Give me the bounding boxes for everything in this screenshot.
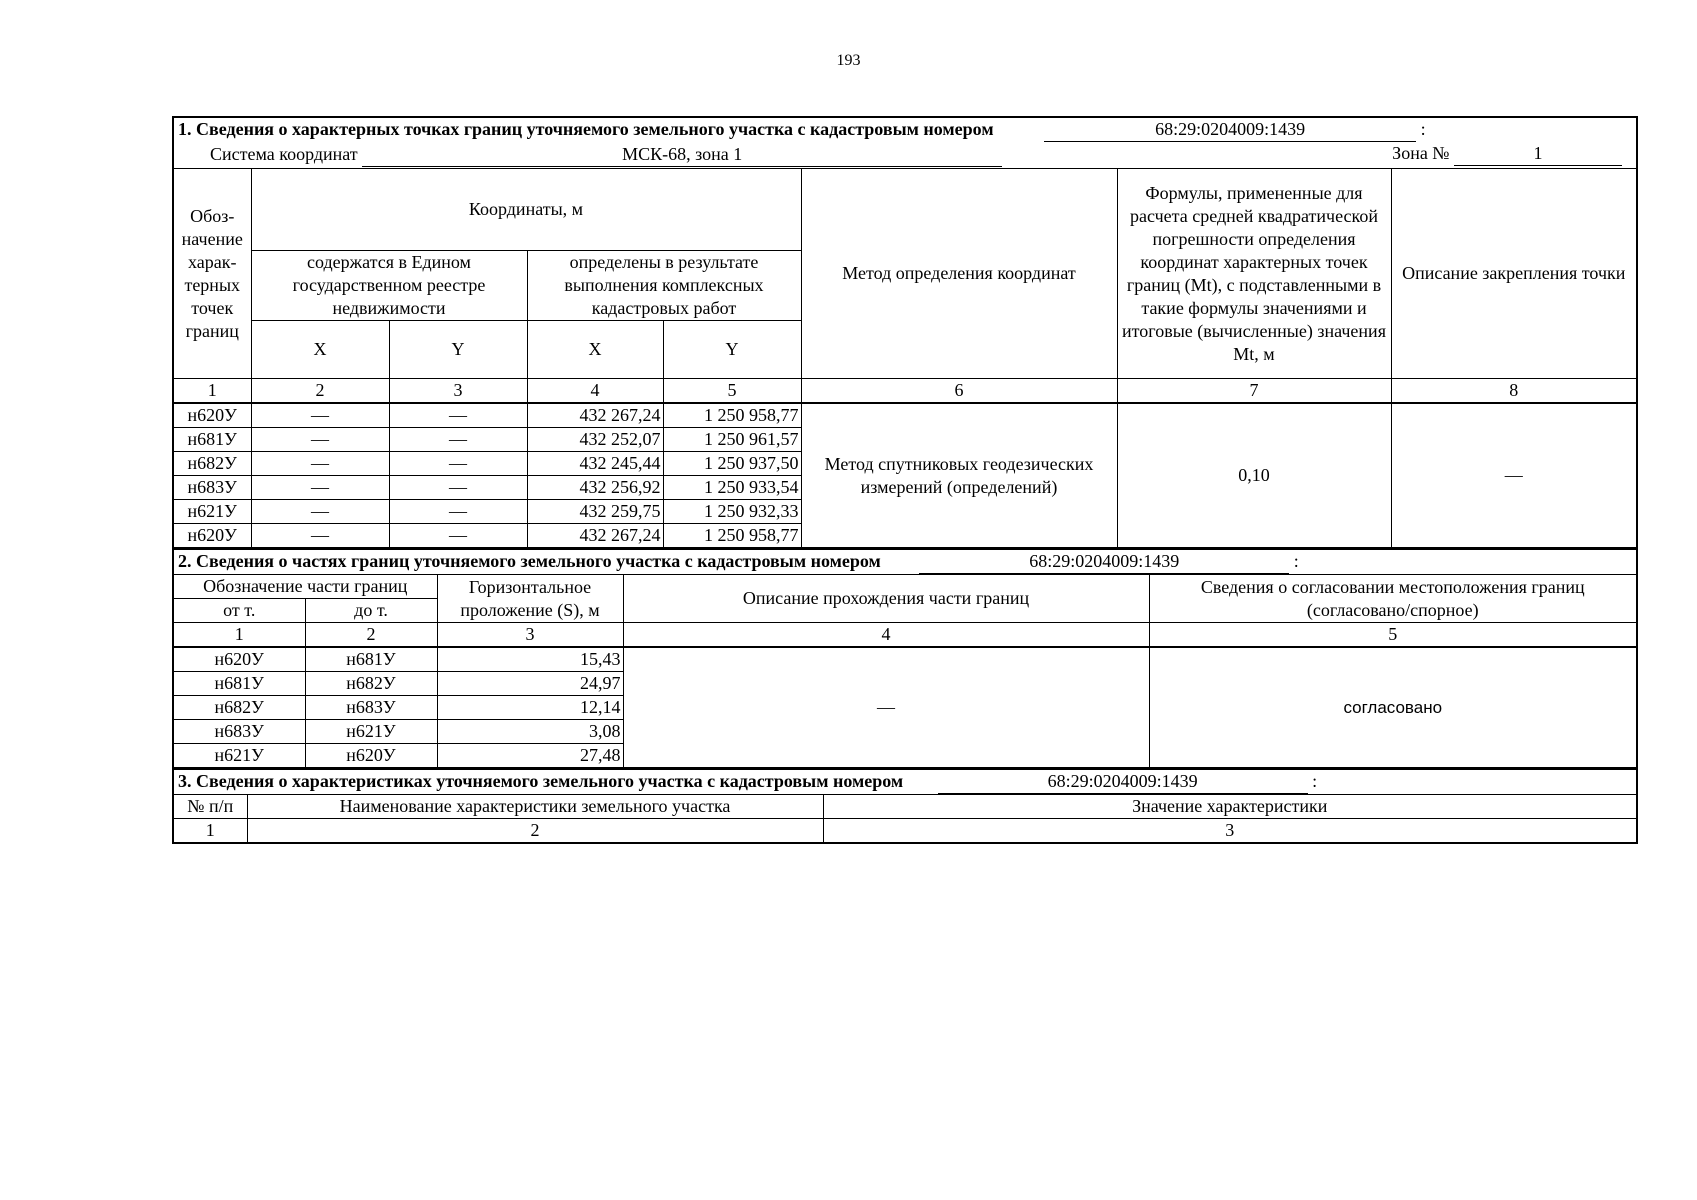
header-method: Метод определения координат bbox=[801, 169, 1117, 379]
section1-cadastral-number: 68:29:0204009:1439 bbox=[1044, 118, 1416, 142]
to-point: н621У bbox=[305, 720, 437, 744]
y-egrn: — bbox=[389, 403, 527, 428]
point-name: н681У bbox=[173, 428, 251, 452]
from-point: н621У bbox=[173, 744, 305, 769]
x-egrn: — bbox=[251, 476, 389, 500]
header-name: Наименование характеристики земельного участка bbox=[247, 795, 823, 819]
y-egrn: — bbox=[389, 452, 527, 476]
header-y: Y bbox=[663, 321, 801, 379]
point-name: н682У bbox=[173, 452, 251, 476]
section3-title-row bbox=[173, 770, 1637, 795]
section2-cadastral-number: 68:29:0204009:1439 bbox=[919, 550, 1289, 574]
header-designation bbox=[173, 169, 251, 379]
x-value: 432 267,24 bbox=[527, 403, 663, 428]
header-formulas: Формулы, примененные для расчета средней квадратической погрешности определения координат характерных точек границ (Mt), с подставленными в такие формулы значениями и итоговые (вычисленные) значения Mt, м bbox=[1117, 169, 1391, 379]
header-value: Значение характеристики bbox=[823, 795, 1637, 819]
point-name: н683У bbox=[173, 476, 251, 500]
page-number: 193 bbox=[836, 52, 861, 69]
col-number: 1 bbox=[173, 623, 305, 648]
header-agreement: Сведения о согласовании местоположения границ (согласовано/спорное) bbox=[1149, 575, 1637, 623]
section1-colon: : bbox=[1420, 119, 1426, 139]
section3-colon: : bbox=[1312, 771, 1318, 791]
distance-value: 3,08 bbox=[437, 720, 623, 744]
distance-value: 15,43 bbox=[437, 647, 623, 672]
section2-col-numbers bbox=[173, 623, 1637, 648]
point-name: н621У bbox=[173, 500, 251, 524]
mt-value: 0,10 bbox=[1117, 403, 1391, 548]
col-number: 2 bbox=[247, 819, 823, 844]
header-description: Описание закрепления точки bbox=[1391, 169, 1637, 379]
document-body bbox=[172, 116, 1636, 844]
method-value: Метод спутниковых геодезических измерений (определений) bbox=[801, 403, 1117, 548]
header-from: от т. bbox=[173, 599, 305, 623]
y-value: 1 250 932,33 bbox=[663, 500, 801, 524]
distance-value: 12,14 bbox=[437, 696, 623, 720]
x-egrn: — bbox=[251, 524, 389, 549]
section3-title: 3. Сведения о характеристиках уточняемого земельного участка с кадастровым номером bbox=[178, 771, 904, 791]
header-designation-text: Обоз- начение харак- терных точек границ bbox=[181, 205, 243, 341]
coord-system-label: Система координат bbox=[210, 144, 358, 164]
x-value: 432 256,92 bbox=[527, 476, 663, 500]
x-value: 432 245,44 bbox=[527, 452, 663, 476]
section1-table bbox=[172, 116, 1638, 549]
header-complex: определены в результате выполнения комплексных кадастровых работ bbox=[527, 251, 801, 321]
header-route-description: Описание прохождения части границ bbox=[623, 575, 1149, 623]
x-egrn: — bbox=[251, 428, 389, 452]
col-number: 2 bbox=[305, 623, 437, 648]
col-number: 2 bbox=[251, 379, 389, 404]
y-value: 1 250 961,57 bbox=[663, 428, 801, 452]
point-name: н620У bbox=[173, 524, 251, 549]
description-value: — bbox=[1391, 403, 1637, 548]
col-number: 1 bbox=[173, 819, 247, 844]
header-egrn: содержатся в Едином государственном реестре недвижимости bbox=[251, 251, 527, 321]
from-point: н683У bbox=[173, 720, 305, 744]
y-egrn: — bbox=[389, 500, 527, 524]
col-number: 4 bbox=[527, 379, 663, 404]
col-number: 5 bbox=[1149, 623, 1637, 648]
distance-value: 27,48 bbox=[437, 744, 623, 769]
section2-colon: : bbox=[1293, 551, 1299, 571]
col-number: 6 bbox=[801, 379, 1117, 404]
x-egrn: — bbox=[251, 452, 389, 476]
y-value: 1 250 958,77 bbox=[663, 403, 801, 428]
header-horizontal: Горизонтальное проложение (S), м bbox=[437, 575, 623, 623]
y-value: 1 250 958,77 bbox=[663, 524, 801, 549]
to-point: н682У bbox=[305, 672, 437, 696]
col-number: 3 bbox=[823, 819, 1637, 844]
x-value: 432 259,75 bbox=[527, 500, 663, 524]
to-point: н681У bbox=[305, 647, 437, 672]
header-part-designation: Обозначение части границ bbox=[173, 575, 437, 599]
col-number: 4 bbox=[623, 623, 1149, 648]
header-y-egrn: Y bbox=[389, 321, 527, 379]
table-row bbox=[173, 403, 1637, 428]
col-number: 1 bbox=[173, 379, 251, 404]
section3-table bbox=[172, 769, 1638, 844]
section1-title: 1. Сведения о характерных точках границ уточняемого земельного участка с кадастровым номером bbox=[178, 119, 994, 139]
col-number: 3 bbox=[389, 379, 527, 404]
agreement-value: согласовано bbox=[1149, 647, 1637, 768]
header-to: до т. bbox=[305, 599, 437, 623]
section2-title: 2. Сведения о частях границ уточняемого земельного участка с кадастровым номером bbox=[178, 551, 881, 571]
x-value: 432 252,07 bbox=[527, 428, 663, 452]
distance-value: 24,97 bbox=[437, 672, 623, 696]
header-x-egrn: X bbox=[251, 321, 389, 379]
to-point: н620У bbox=[305, 744, 437, 769]
zone-label: Зона № bbox=[1392, 143, 1450, 163]
from-point: н620У bbox=[173, 647, 305, 672]
header-index: № п/п bbox=[173, 795, 247, 819]
from-point: н682У bbox=[173, 696, 305, 720]
from-point: н681У bbox=[173, 672, 305, 696]
section2-title-row bbox=[173, 550, 1637, 575]
point-name: н620У bbox=[173, 403, 251, 428]
y-value: 1 250 933,54 bbox=[663, 476, 801, 500]
zone-value: 1 bbox=[1454, 142, 1622, 166]
section2-table bbox=[172, 549, 1638, 769]
x-egrn: — bbox=[251, 500, 389, 524]
y-value: 1 250 937,50 bbox=[663, 452, 801, 476]
col-number: 8 bbox=[1391, 379, 1637, 404]
header-coordinates: Координаты, м bbox=[251, 169, 801, 251]
x-value: 432 267,24 bbox=[527, 524, 663, 549]
col-number: 7 bbox=[1117, 379, 1391, 404]
x-egrn: — bbox=[251, 403, 389, 428]
col-number: 5 bbox=[663, 379, 801, 404]
coord-system-row bbox=[173, 142, 1637, 169]
section1-col-numbers bbox=[173, 379, 1637, 404]
section1-title-row bbox=[173, 117, 1637, 142]
table-row bbox=[173, 647, 1637, 672]
coord-system-value: МСК-68, зона 1 bbox=[362, 143, 1002, 167]
y-egrn: — bbox=[389, 428, 527, 452]
y-egrn: — bbox=[389, 524, 527, 549]
to-point: н683У bbox=[305, 696, 437, 720]
col-number: 3 bbox=[437, 623, 623, 648]
header-x: X bbox=[527, 321, 663, 379]
section3-col-numbers bbox=[173, 819, 1637, 844]
route-value: — bbox=[623, 647, 1149, 768]
section3-cadastral-number: 68:29:0204009:1439 bbox=[938, 770, 1308, 794]
y-egrn: — bbox=[389, 476, 527, 500]
